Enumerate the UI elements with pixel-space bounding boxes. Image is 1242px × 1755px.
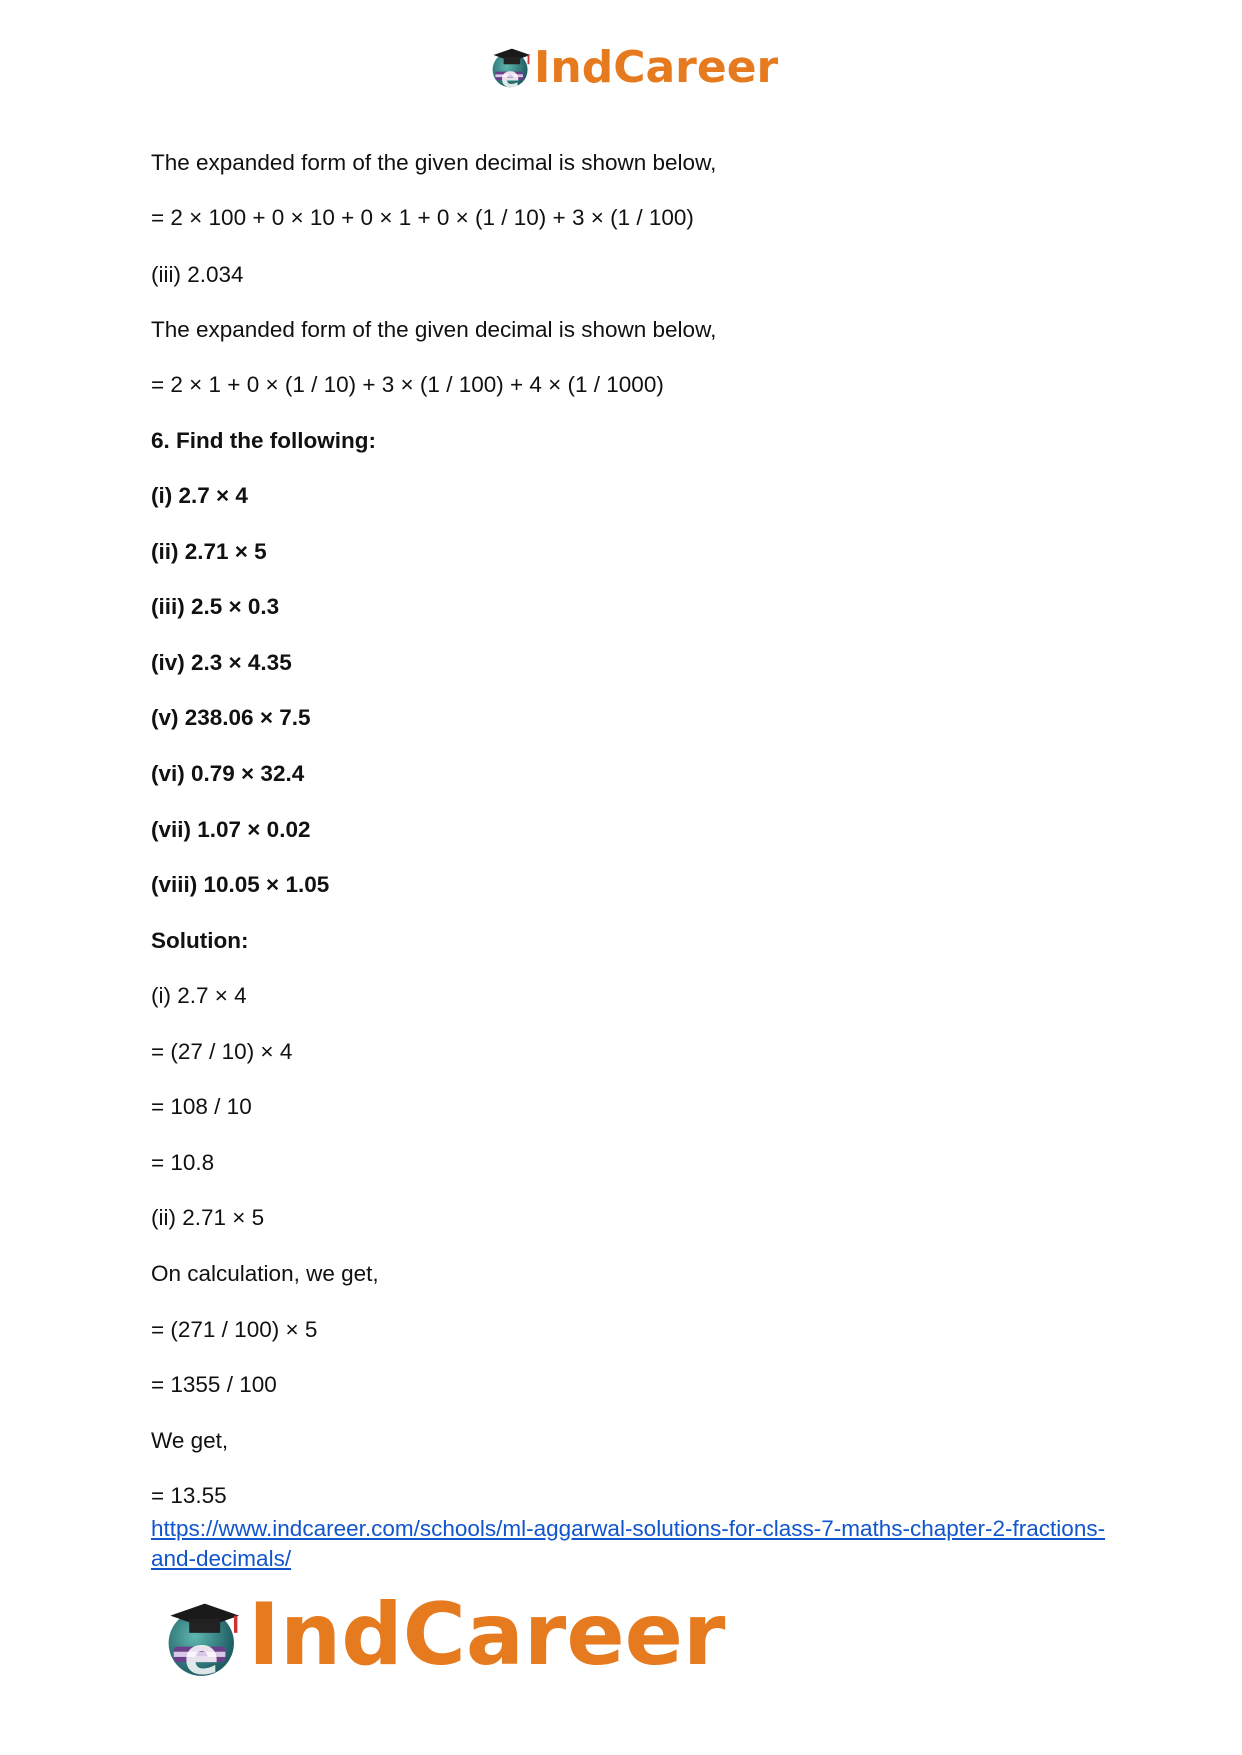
question-item: (vi) 0.79 × 32.4 <box>151 761 305 786</box>
text-line: = 108 / 10 <box>151 1094 252 1119</box>
text-line: = 13.55 <box>151 1483 227 1508</box>
text-line: (iii) 2.034 <box>151 262 244 287</box>
graduation-cap-globe-icon <box>160 1595 246 1681</box>
question-item: (i) 2.7 × 4 <box>151 483 248 508</box>
question-item: (viii) 10.05 × 1.05 <box>151 872 330 897</box>
header-logo <box>488 38 779 98</box>
text-line: = (271 / 100) × 5 <box>151 1317 318 1342</box>
question-item: (vii) 1.07 × 0.02 <box>151 817 311 842</box>
logo-text: IndCareer <box>248 1585 726 1685</box>
text-line: The expanded form of the given decimal is shown below, <box>151 317 717 342</box>
logo-text: IndCareer <box>534 42 779 93</box>
text-line: = 2 × 1 + 0 × (1 / 10) + 3 × (1 / 100) + 4 × (1 / 1000) <box>151 372 664 397</box>
text-line: = (27 / 10) × 4 <box>151 1039 293 1064</box>
text-line: We get, <box>151 1428 229 1453</box>
source-link[interactable]: https://www.indcareer.com/schools/ml-aggarwal-solutions-for-class-7-maths-chapter-2-fractions-and-decimals/ <box>151 1516 1106 1571</box>
question-item: (v) 238.06 × 7.5 <box>151 705 311 730</box>
question-item: (iii) 2.5 × 0.3 <box>151 594 280 619</box>
footer-logo <box>160 1585 726 1685</box>
text-line: (i) 2.7 × 4 <box>151 983 247 1008</box>
graduation-cap-globe-icon <box>488 44 534 90</box>
text-line: The expanded form of the given decimal is shown below, <box>151 150 717 175</box>
text-line: = 10.8 <box>151 1150 215 1175</box>
text-line: = 1355 / 100 <box>151 1372 277 1397</box>
text-line: = 2 × 100 + 0 × 10 + 0 × 1 + 0 × (1 / 10) + 3 × (1 / 100) <box>151 205 694 230</box>
svg-text:e: e <box>184 1627 220 1681</box>
text-line: On calculation, we get, <box>151 1261 379 1286</box>
question-heading: 6. Find the following: <box>151 428 376 453</box>
svg-text:e: e <box>500 60 520 90</box>
text-line: (ii) 2.71 × 5 <box>151 1205 265 1230</box>
question-item: (ii) 2.71 × 5 <box>151 539 267 564</box>
solution-heading: Solution: <box>151 928 249 953</box>
question-item: (iv) 2.3 × 4.35 <box>151 650 292 675</box>
